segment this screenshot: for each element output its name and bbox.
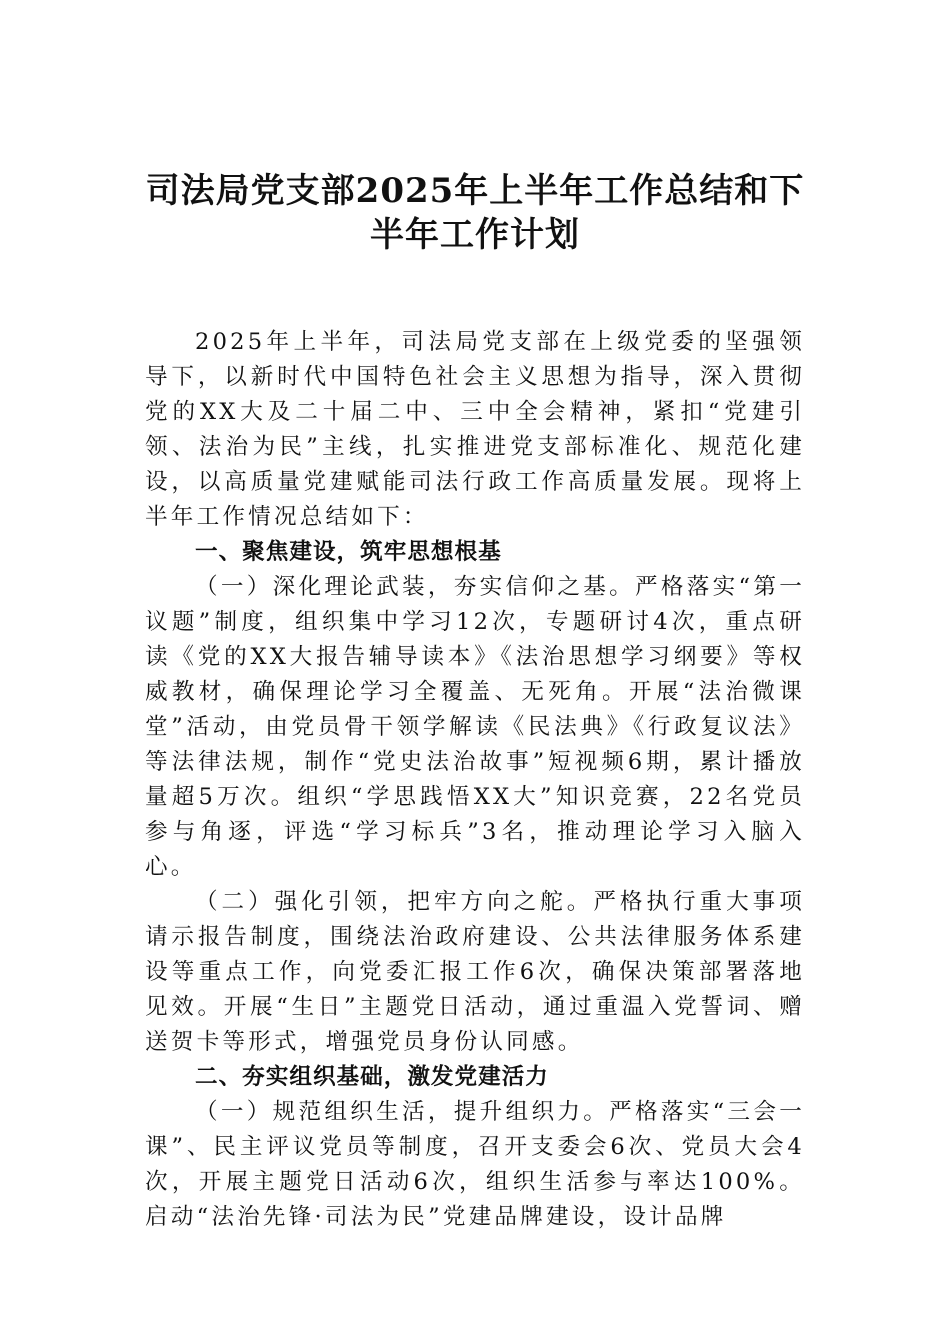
section-2-heading: 二、夯实组织基础，激发党建活力 [195, 1064, 549, 1090]
document-title-line-1: 司法局党支部2025年上半年工作总结和下 [145, 171, 805, 211]
section-1-item-2: （二）强化引领，把牢方向之舵。严格执行重大事项请示报告制度，围绕法治政府建设、公共法律服务体系建设等重点工作，向党委汇报工作6次，确保决策部署落地见效。开展“生日”主题党日活动，通过重温入党誓词、赠送贺卡等形式，增强党员身份认同感。 [145, 889, 805, 1055]
document-title-line-2: 半年工作计划 [370, 215, 580, 255]
section-1-heading: 一、聚焦建设，筑牢思想根基 [195, 539, 502, 565]
intro-paragraph: 2025年上半年，司法局党支部在上级党委的坚强领导下，以新时代中国特色社会主义思想为指导，深入贯彻党的XX大及二十届二中、三中全会精神，紧扣“党建引领、法治为民”主线，扎实推进党支部标准化、规范化建设，以高质量党建赋能司法行政工作高质量发展。现将上半年工作情况总结如下： [145, 329, 805, 530]
section-1-item-1: （一）深化理论武装，夯实信仰之基。严格落实“第一议题”制度，组织集中学习12次，专题研讨4次，重点研读《党的XX大报告辅导读本》《法治思想学习纲要》等权威教材，确保理论学习全覆盖、无死角。开展“法治微课堂”活动，由党员骨干领学解读《民法典》《行政复议法》等法律法规，制作“党史法治故事”短视频6期，累计播放量超5万次。组织“学思践悟XX大”知识竞赛，22名党员参与角逐，评选“学习标兵”3名，推动理论学习入脑入心。 [145, 574, 805, 880]
section-2-item-1: （一）规范组织生活，提升组织力。严格落实“三会一课”、民主评议党员等制度，召开支委会6次、党员大会4次，开展主题党日活动6次，组织生活参与率达100%。启动“法治先锋·司法为民”党建品牌建设，设计品牌 [145, 1099, 805, 1230]
document-body [145, 325, 805, 1235]
